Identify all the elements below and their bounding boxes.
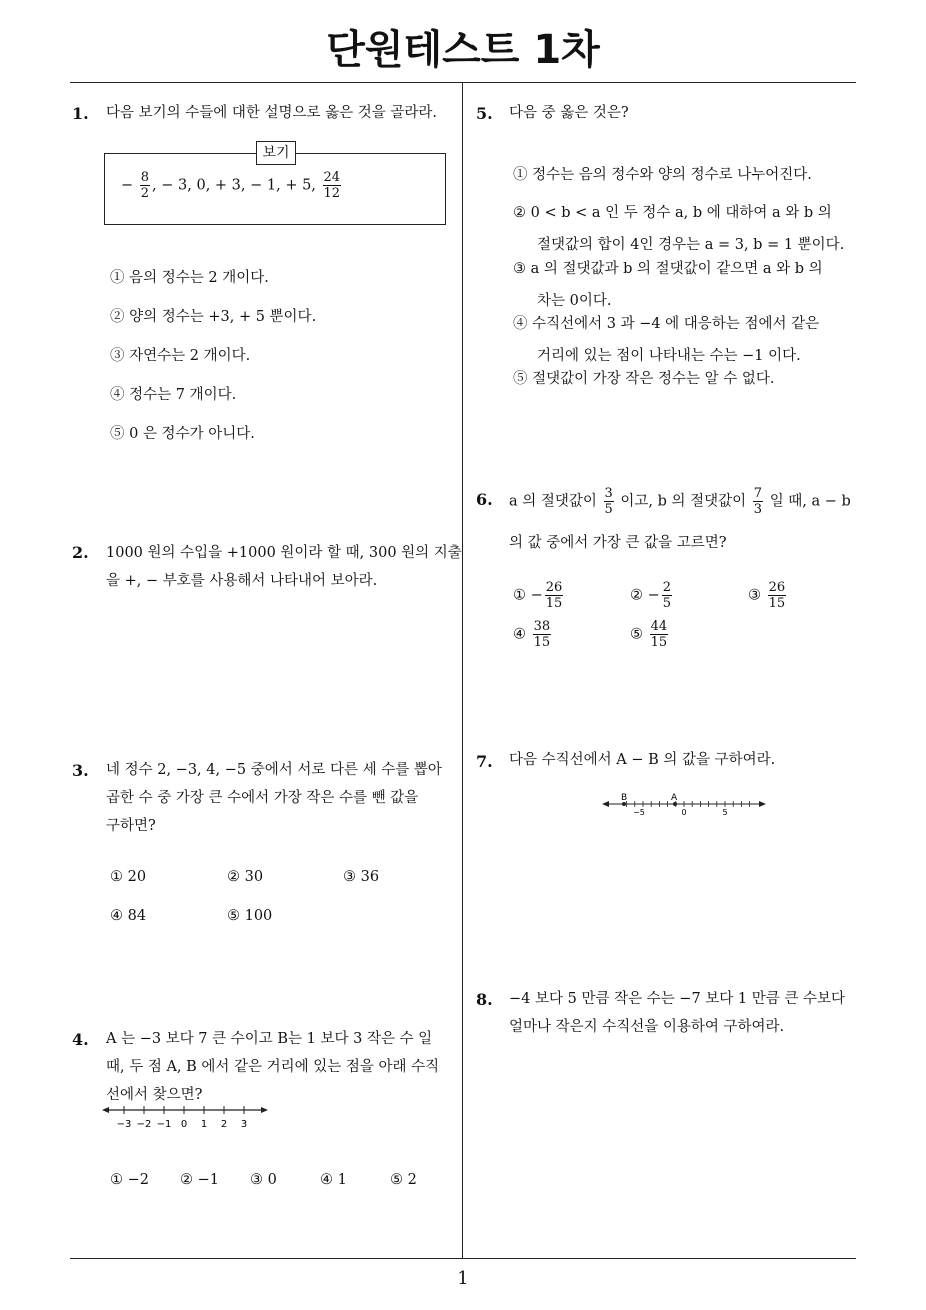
page-title: 단원테스트 1차: [326, 27, 600, 73]
q4-line-3: 선에서 찾으면?: [106, 1087, 203, 1103]
q7-text: 다음 수직선에서 A − B 의 값을 구하여라.: [509, 752, 776, 768]
q4-tick-label: −3: [116, 1119, 132, 1130]
q1-sign: −: [121, 177, 134, 194]
q1-text: 다음 보기의 수들에 대한 설명으로 옳은 것을 골라라.: [106, 105, 438, 121]
q3-line-1: 네 정수 2, −3, 4, −5 중에서 서로 다른 세 수를 뽑아: [106, 762, 442, 778]
q4-option-4[interactable]: ④ 1: [320, 1172, 347, 1188]
q5-option-2[interactable]: [513, 201, 844, 254]
q6-option-2[interactable]: ② − $\frac{2}{5}$: [630, 580, 672, 611]
q4-tick-label: 3: [240, 1119, 248, 1130]
q7-tick-label-5: 5: [722, 808, 728, 817]
q5-option-2-line-2: 절댓값의 합이 4인 경우는 a = 3, b = 1 뿐이다.: [537, 237, 845, 253]
q6-option-3[interactable]: ③ $\frac{26}{15}$: [748, 580, 786, 611]
q3-line-3: 구하면?: [106, 818, 156, 834]
q6-text-line-1: a 의 절댓값이 $\frac{3}{5}$ 이고, b 의 절댓값이 $\frac{7}{3}$ 일 때, a − b: [509, 486, 851, 517]
q2-line-1: 1000 원의 수입을 +1000 원이라 할 때, 300 원의 지출: [106, 545, 462, 561]
q3-option-2[interactable]: ② 30: [227, 869, 264, 885]
q1-number: 1.: [72, 104, 89, 123]
q4-option-1[interactable]: ① −2: [110, 1172, 149, 1188]
q1-option-2[interactable]: ② 양의 정수는 +3, + 5 뿐이다.: [110, 309, 317, 325]
q6-number: 6.: [476, 490, 493, 509]
q1-example-label: 보기: [256, 141, 296, 165]
page-number: 1: [457, 1268, 469, 1289]
column-divider: [462, 83, 463, 1259]
q3-option-1[interactable]: ① 20: [110, 869, 147, 885]
q1-option-3[interactable]: ③ 자연수는 2 개이다.: [110, 348, 251, 364]
q4-option-2[interactable]: ② −1: [180, 1172, 219, 1188]
q4-tick-label: −1: [156, 1119, 172, 1130]
q7-tick-label-0: 0: [681, 808, 687, 817]
q7-number-line: [600, 788, 768, 822]
q1-value-list: , − 3, 0, + 3, − 1, + 5,: [152, 177, 316, 194]
q5-text: 다음 중 옳은 것은?: [509, 105, 629, 121]
q6-fraction-1: $\frac{3}{5}$: [604, 486, 613, 517]
q5-option-3-line-1: ③ a 의 절댓값과 b 의 절댓값이 같으면 a 와 b 의: [513, 261, 823, 277]
q8-line-2: 얼마나 작은지 수직선을 이용하여 구하여라.: [509, 1019, 785, 1035]
q4-option-5[interactable]: ⑤ 2: [390, 1172, 417, 1188]
q3-number: 3.: [72, 761, 89, 780]
q5-option-3-line-2: 차는 0이다.: [537, 293, 612, 309]
q4-tick-label: 1: [200, 1119, 208, 1130]
q5-option-5[interactable]: ⑤ 절댓값이 가장 작은 정수는 알 수 없다.: [513, 371, 775, 387]
q2-number: 2.: [72, 543, 89, 562]
q7-number: 7.: [476, 752, 493, 771]
q4-number: 4.: [72, 1030, 89, 1049]
q3-option-4[interactable]: ④ 84: [110, 908, 147, 924]
header-divider: [70, 82, 856, 83]
q3-line-2: 곱한 수 중 가장 큰 수에서 가장 작은 수를 뺀 값을: [106, 790, 419, 806]
q1-example-values: [121, 170, 343, 201]
q6-fraction-2: $\frac{7}{3}$: [753, 486, 763, 517]
q6-option-4[interactable]: ④ $\frac{38}{15}$: [513, 619, 551, 650]
q6-option-5[interactable]: ⑤ $\frac{44}{15}$: [630, 619, 668, 650]
q1-fraction-last: $\frac{24}{12}$: [323, 170, 341, 201]
q1-option-5[interactable]: ⑤ 0 은 정수가 아니다.: [110, 426, 255, 442]
q3-text: [106, 756, 442, 840]
q8-line-1: −4 보다 5 만큼 작은 수는 −7 보다 1 만큼 큰 수보다: [509, 991, 846, 1007]
q4-line-2: 때, 두 점 A, B 에서 같은 거리에 있는 점을 아래 수직: [106, 1059, 440, 1075]
q5-option-1[interactable]: ① 정수는 음의 정수와 양의 정수로 나누어진다.: [513, 167, 812, 183]
q4-tick-label: 0: [180, 1119, 188, 1130]
q5-option-4[interactable]: [513, 312, 819, 365]
q5-option-3[interactable]: [513, 257, 823, 310]
q7-tick-label-neg5: −5: [633, 808, 645, 817]
q2-line-2: 을 +, − 부호를 사용해서 나타내어 보아라.: [106, 573, 378, 589]
q5-option-4-line-1: ④ 수직선에서 3 과 −4 에 대응하는 점에서 같은: [513, 316, 820, 332]
q5-number: 5.: [476, 104, 493, 123]
q4-tick-label: −2: [136, 1119, 152, 1130]
q4-line-1: A 는 −3 보다 7 큰 수이고 B는 1 보다 3 작은 수 일: [106, 1031, 433, 1047]
q3-option-5[interactable]: ⑤ 100: [227, 908, 273, 924]
q1-fraction-first: $\frac{8}{2}$: [140, 170, 150, 201]
q4-tick-label: 2: [220, 1119, 228, 1130]
footer-divider: [70, 1258, 856, 1259]
q4-option-3[interactable]: ③ 0: [250, 1172, 277, 1188]
q8-text: [509, 985, 845, 1041]
q2-text: [106, 539, 462, 595]
q4-text: [106, 1025, 439, 1109]
q4-number-line: [100, 1100, 270, 1134]
q6-text-line-2: 의 값 중에서 가장 큰 값을 고르면?: [509, 535, 727, 551]
q5-option-4-line-2: 거리에 있는 점이 나타내는 수는 −1 이다.: [537, 348, 801, 364]
q7-label-a: A: [671, 793, 678, 803]
q1-option-1[interactable]: ① 음의 정수는 2 개이다.: [110, 270, 269, 286]
q5-option-2-line-1: ② 0 < b < a 인 두 정수 a, b 에 대하여 a 와 b 의: [513, 205, 832, 221]
q7-label-b: B: [621, 793, 628, 803]
q3-option-3[interactable]: ③ 36: [343, 869, 380, 885]
q1-option-4[interactable]: ④ 정수는 7 개이다.: [110, 387, 237, 403]
q8-number: 8.: [476, 990, 493, 1009]
q6-option-1[interactable]: ① − $\frac{26}{15}$: [513, 580, 563, 611]
